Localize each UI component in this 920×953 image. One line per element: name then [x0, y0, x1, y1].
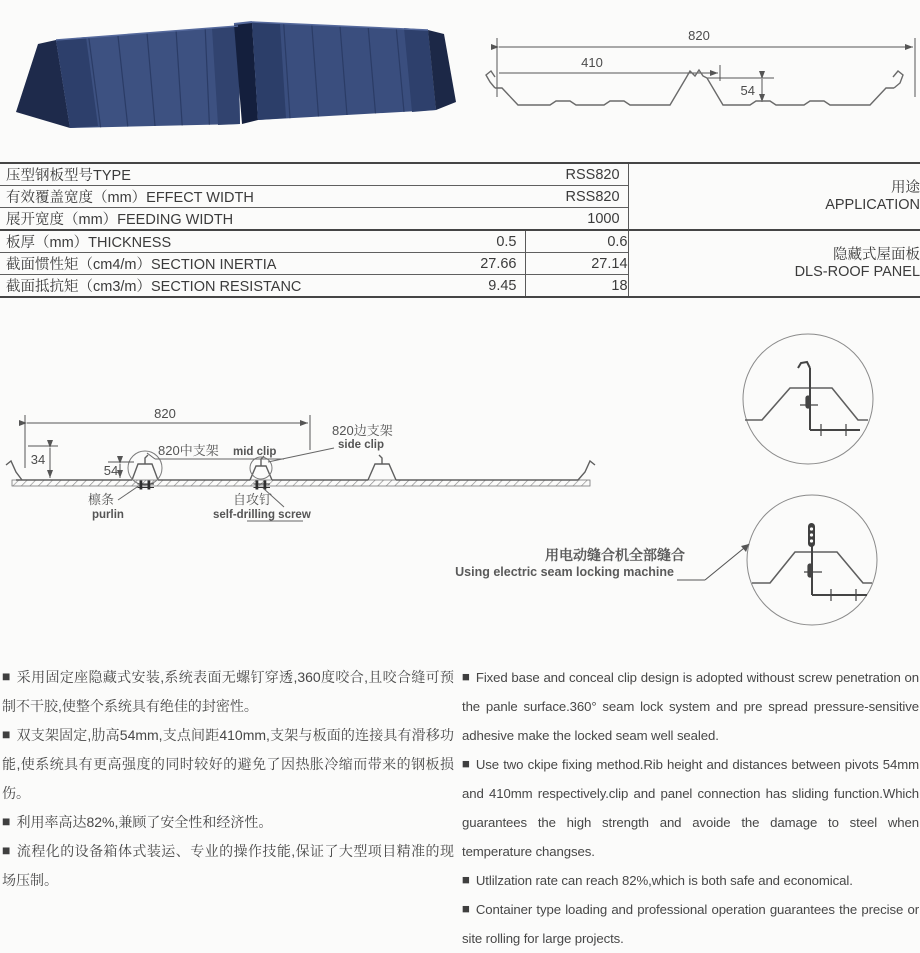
mid-clip-label-en: mid clip	[233, 446, 277, 458]
bullet-square-icon: ■	[462, 901, 470, 916]
spec-value: 27.66	[480, 255, 517, 272]
bullet-square-icon: ■	[2, 726, 11, 742]
seam-note-en: Using electric seam locking machine	[455, 565, 674, 579]
spec-value: RSS820	[565, 188, 620, 205]
profile-outline	[495, 70, 894, 105]
feature-item: ■ Use two ckipe fixing method.Rib height and distances between pivots 54mm and 410mm respectively.clip and panel connection has sliding function.Which guarantees the high strength and avoide the damage to steel when temperature changses.	[462, 750, 919, 866]
spec-label: 有效覆盖宽度（mm）EFFECT WIDTH	[6, 190, 254, 206]
spec-table	[0, 162, 920, 298]
mid-clip-label-zh: 820中支架	[158, 443, 219, 458]
spec-value: 1000	[587, 210, 620, 227]
seam-note-zh: 用电动缝合机全部缝合	[545, 547, 685, 563]
install-dim-34: 34	[30, 452, 46, 467]
spec-label: 板厚（mm）THICKNESS	[6, 235, 172, 251]
profile-dim-54: 54	[740, 83, 755, 98]
spec-label: 压型钢板型号TYPE	[6, 168, 131, 184]
spec-value: 9.45	[488, 277, 517, 294]
feature-item: ■ 双支架固定,肋高54mm,支点间距410mm,支架与板面的连接具有滑移功能,使系统具有更高强度的同时较好的避免了因热胀冷缩而带来的钢板损伤。	[2, 721, 454, 808]
feature-item: ■ 流程化的设备箱体式装运、专业的操作技能,保证了大型项目精准的现场压制。	[2, 837, 454, 895]
bullet-square-icon: ■	[462, 872, 470, 887]
install-dim-54: 54	[103, 463, 119, 478]
feature-item: ■ Fixed base and conceal clip design is adopted withoust screw penetration on the panle surface.360° seam lock system and pre spread pressure-sensitive adhesive make the locked seam well sealed.	[462, 663, 919, 750]
spec-label: 截面惯性矩（cm4/m）SECTION INERTIA	[6, 257, 277, 273]
bullet-square-icon: ■	[2, 668, 11, 684]
spec-value: 27.14	[525, 253, 628, 275]
product-photo	[8, 4, 458, 156]
side-clip-label-en: side clip	[338, 439, 385, 451]
feature-item: ■ Utlilzation rate can reach 82%,which is both safe and economical.	[462, 866, 919, 895]
spec-value: 18	[525, 275, 628, 298]
purlin-label-en: purlin	[92, 509, 124, 521]
spec-value: 0.5	[496, 233, 517, 250]
screw-label-zh: 自攻钉	[233, 492, 273, 507]
bullet-square-icon: ■	[462, 756, 470, 771]
application-en: APPLICATION	[825, 196, 920, 213]
product-en: DLS-ROOF PANEL	[794, 263, 920, 280]
product-cell	[628, 230, 920, 297]
application-cell	[628, 163, 920, 230]
spec-value: 0.6	[525, 230, 628, 253]
feature-item: ■ Container type loading and professional operation guarantees the precise or site rolling for large projects.	[462, 895, 919, 953]
profile-dim-820: 820	[688, 28, 710, 43]
spec-label: 展开宽度（mm）FEEDING WIDTH	[6, 212, 234, 228]
bullet-square-icon: ■	[2, 842, 11, 858]
feature-item: ■ 采用固定座隐藏式安装,系统表面无螺钉穿透,360度咬合,且咬合缝可预制不干胶,使整个系统具有绝佳的封密性。	[2, 663, 454, 721]
product-zh: 隐藏式屋面板	[833, 246, 920, 263]
profile-drawing	[462, 5, 920, 140]
bullet-square-icon: ■	[2, 813, 11, 829]
feature-item: ■ 利用率高达82%,兼顾了安全性和经济性。	[2, 808, 454, 837]
side-clip-label-zh: 820边支架	[332, 423, 393, 438]
spec-value: RSS820	[565, 166, 620, 183]
bullet-square-icon: ■	[462, 669, 470, 684]
screw-label-en: self-drilling screw	[213, 509, 311, 521]
features-chinese	[2, 663, 454, 895]
install-dim-820: 820	[154, 406, 176, 421]
application-zh: 用途	[891, 179, 920, 196]
seam-detail-drawing	[455, 320, 920, 660]
profile-dim-410: 410	[581, 55, 603, 70]
spec-label: 截面抵抗矩（cm3/m）SECTION RESISTANC	[6, 279, 302, 295]
purlin-label-zh: 檩条	[88, 492, 115, 507]
features-english	[462, 663, 919, 953]
